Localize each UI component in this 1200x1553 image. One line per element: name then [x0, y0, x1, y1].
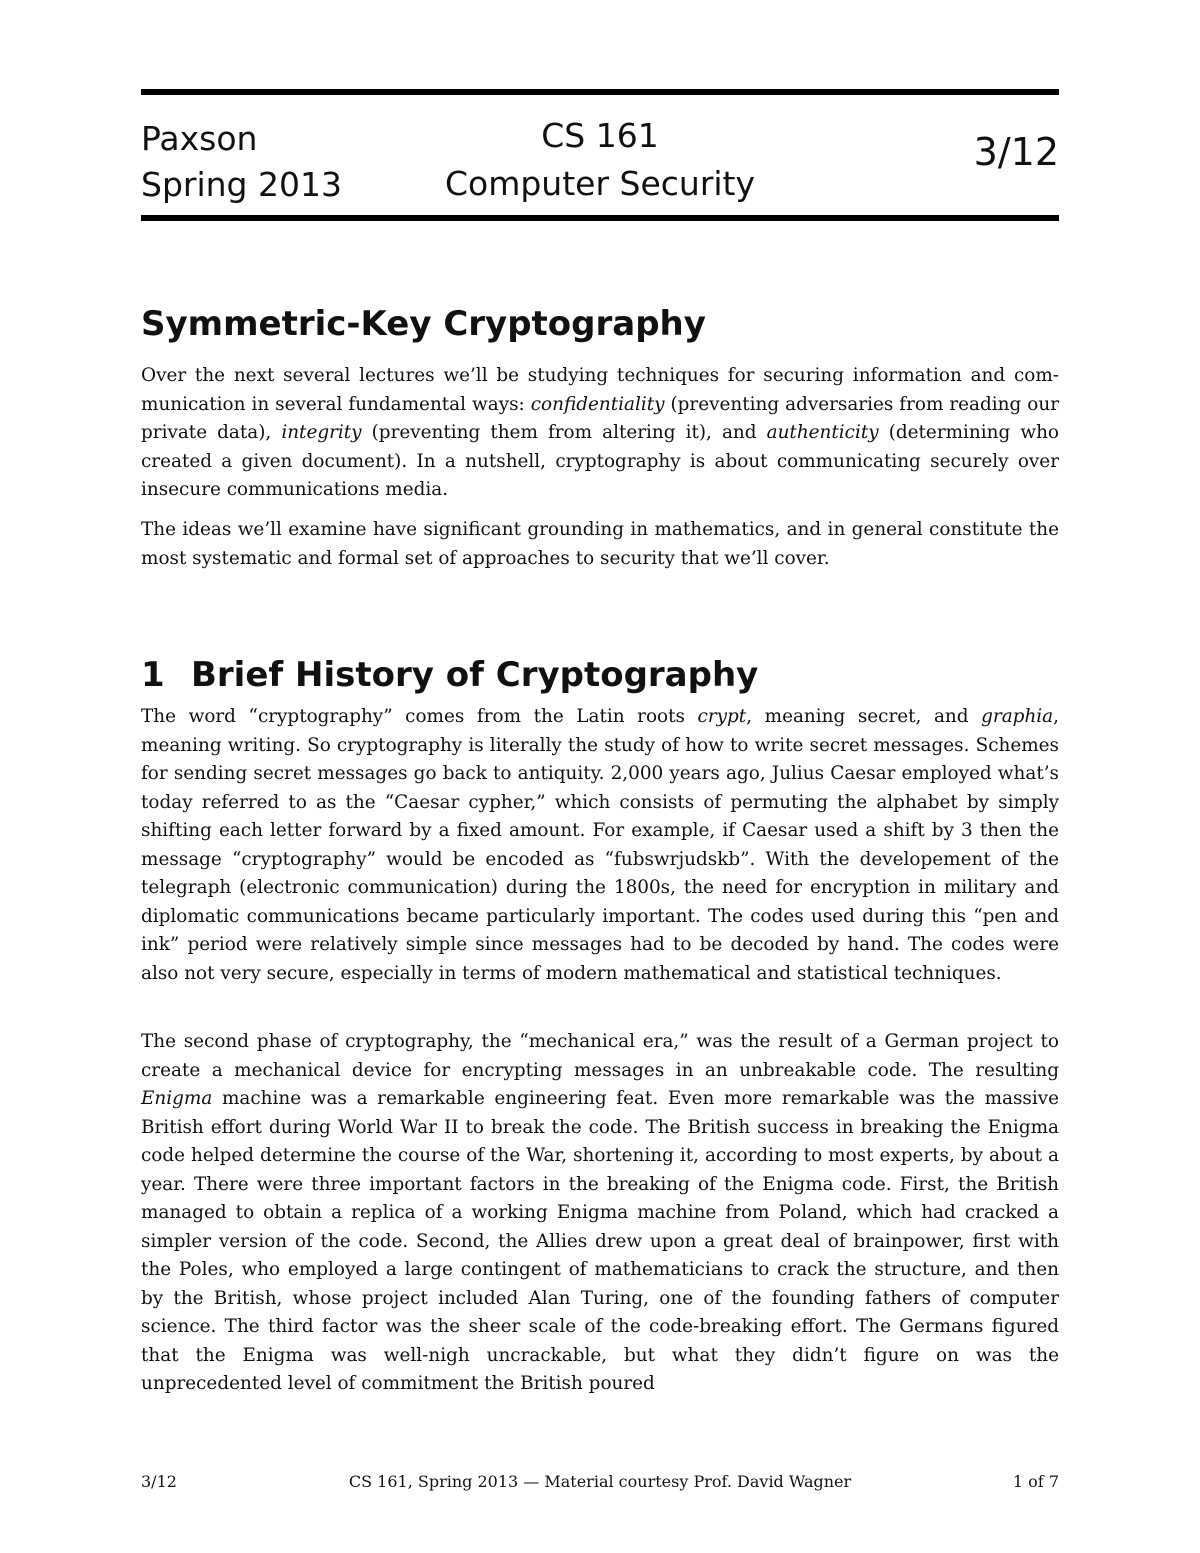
term-authenticity: authenticity: [766, 422, 879, 443]
s1p1-text-a: The word “cryptography” comes from the Latin roots: [141, 706, 698, 727]
intro-p1-text-b: (preventing adversaries from reading our private data),: [141, 393, 1059, 443]
s1p2-text-b: machine was a remarkable engineering feat. Even more remarkable was the massive British effort during World War II to break the code. The British success in breaking the Enigma code helped determine the course of the War, shortening it, according to most experts, by about a year. There were three important factors in the breaking of the Enigma code. First, the British managed to obtain a replica of a working Enigma machine from Poland, which had cracked a simpler version of the code. Second, the Allies drew upon a great deal of brainpower, first with the Poles, who employed a large contingent of mathematicians to crack the structure, and then by the British, whose project included Alan Turing, one of the founding fathers of computer science. The third factor was the sheer scale of the code-breaking effort. The Germans figured that the Enigma was well-nigh uncrackable, but what they didn’t figure on was the unprecedented level of commitment the British poured: [141, 1088, 1059, 1394]
header-course: CS 161: [541, 116, 659, 155]
header-date: 3/12: [973, 130, 1059, 174]
section-1-heading: [141, 652, 758, 698]
header-bottom-rule: [141, 215, 1059, 221]
intro-paragraph-2: The ideas we’ll examine have significant grounding in mathematics, and in general constitute the most systematic and formal set of approaches to security that we’ll cover.: [141, 519, 1059, 569]
header-author: Paxson: [141, 119, 258, 158]
term-graphia: graphia: [981, 706, 1054, 727]
section-1-number: 1: [141, 655, 165, 696]
s1p1-text-b: , meaning secret, and: [746, 706, 982, 727]
s1p1-text-c: , meaning writing. So cryptography is literally the study of how to write secret messages. Schemes for sending secret messages go back to antiquity. 2,000 years ago, Julius Caesar employed what’s today referred to as the “Caesar cypher,” which consists of permuting the alphabet by simply shifting each letter forward by a fixed amount. For example, if Caesar used a shift by 3 then the message “cryptography” would be encoded as “fubswrjudskb”. With the developement of the telegraph (electronic communication) during the 1800s, the need for encryption in military and diplomatic communications became particularly important. The codes used during this “pen and ink” period were relatively simple since messages had to be decoded by hand. The codes were also not very secure, especially in terms of modern mathematical and statistical techniques.: [141, 706, 1059, 984]
header-course-title: Computer Security: [444, 164, 756, 203]
section-1-title: Brief History of Cryptography: [191, 655, 759, 696]
intro-p1-text-c: (preventing them from altering it), and: [361, 422, 767, 443]
footer-course-credit: CS 161, Spring 2013 — Material courtesy Prof. David Wagner: [348, 1472, 852, 1491]
term-crypt: crypt: [697, 706, 747, 727]
term-enigma: Enigma: [141, 1088, 213, 1109]
intro-p1-text-a: Over the next several lectures we’ll be studying techniques for securing information and communication in several fundamental ways:: [141, 365, 1059, 415]
s1p2-text-a: The second phase of cryptography, the “mechanical era,” was the result of a German project to create a mechanical device for encrypting messages in an unbreakable code. The resulting: [141, 1031, 1059, 1081]
header-term: Spring 2013: [141, 165, 342, 204]
header-top-rule: [141, 89, 1059, 95]
section-1-paragraph-1: [141, 703, 1059, 988]
intro-paragraph-1: [141, 362, 1059, 505]
intro-p1-text-d: (determining who created a given document). In a nutshell, cryptography is about communicating securely over insecure communications media.: [141, 422, 1059, 500]
section-1-paragraph-2: [141, 1028, 1059, 1399]
term-confidentiality: confidentiality: [530, 393, 665, 415]
term-integrity: integrity: [281, 422, 362, 443]
document-title: Symmetric-Key Cryptography: [141, 303, 706, 344]
footer-date: 3/12: [141, 1472, 177, 1491]
footer-page-number: 1 of 7: [1012, 1472, 1059, 1491]
header-center: [300, 112, 900, 208]
